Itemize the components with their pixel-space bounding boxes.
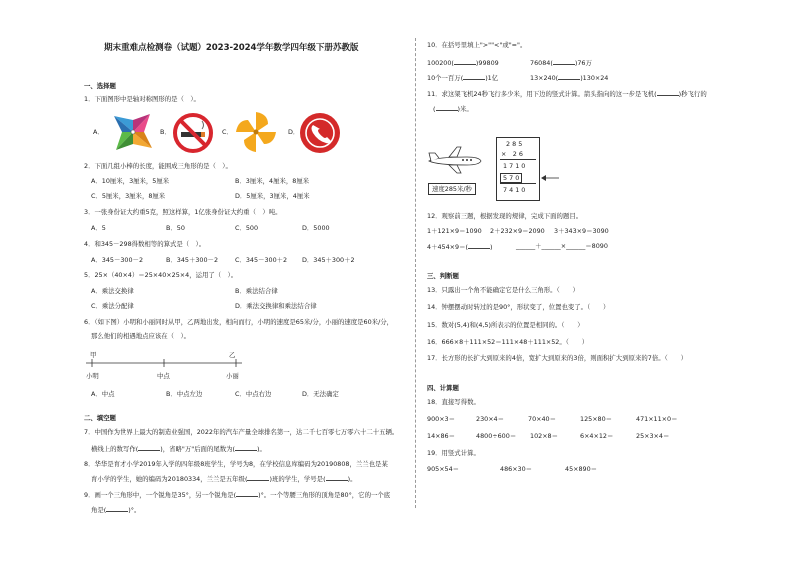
question-6-line1: 6．（如下图）小明和小丽同时从甲，乙两地出发，相向而行，小明的速度是65米/分，小丽的速度是60米/分， [84,318,394,326]
q4-option-a: A．345－300－2 [91,256,144,264]
line-label-jia: 甲 [90,351,97,359]
answer-blank[interactable] [247,474,269,481]
calc-row-5: 7 4 1 0 [503,186,526,194]
q5-option-c: C．乘法分配律 [91,302,134,310]
q19-2: 486×30＝ [500,465,533,473]
question-7-line2: 横线上的数写作( )，省略"万"后面的尾数为( )。 [91,445,266,453]
q1-option-a: A． [93,128,104,136]
answer-blank[interactable] [138,444,160,451]
answer-blank[interactable] [236,490,258,497]
question-10: 10．在括号里填上">""<"或"="。 [427,41,527,49]
q18-r1-2: 230×4＝ [476,415,505,423]
pinwheel-icon [110,110,156,154]
q4-option-b: B．345＋300－2 [166,256,219,264]
line-label-xiaoli: 小丽 [226,372,239,380]
line-label-xiaoming: 小明 [86,372,99,380]
answer-blank[interactable] [558,73,580,80]
question-9-line1: 9．画一个三角形中，一个锐角是35°，另一个锐角是( )°。一个等腰三角形的顶角是80°，它的一个底 [84,491,391,499]
question-8-line2: 育小学的学生，她的编码为20180334，兰兰是五年级( )班的学生，学号是( )。 [91,475,357,483]
q1-option-b: B． [160,128,171,136]
q3-option-a: A．5 [91,224,106,232]
phone-icon [299,112,341,154]
answer-blank[interactable] [553,58,575,65]
section-judge: 三、判断题 [427,272,459,280]
question-8-line1: 8．华华是育才小学2019年入学的四年级8班学生，学号为8，在学校信息库编码为20190808，兰兰也是某 [84,460,388,468]
question-17: 17．长方形的长扩大到原来的4倍，宽扩大到原来的3倍，则面积扩大到原来的7倍。（ ） [427,354,687,362]
question-18: 18．直接写得数。 [427,398,480,406]
q2-option-c: C．5厘米，3厘米，8厘米 [91,192,166,200]
section-calc: 四、计算题 [427,384,459,392]
line-label-midpoint: 中点 [157,372,170,380]
question-5: 5．25×（40×4）＝25×40×25×4，运用了（ ）。 [84,271,238,279]
distance-line [86,357,246,369]
q10-row1-a: 100200( )99809 [427,59,499,67]
column-divider [415,38,416,508]
calc-divider [500,159,536,160]
calc-row-3: 1 7 1 0 [503,162,526,170]
q10-row2-a: 10个一百万( )1亿 [427,74,499,82]
q18-r2-1: 14×86＝ [427,432,456,440]
question-9-line2: 角是( )°。 [91,506,141,514]
q12-row1-b: 2＋232×9＝2090 [490,227,545,235]
no-smoking-icon [172,112,214,154]
airplane-icon [427,145,483,175]
q18-r2-2: 4800÷600＝ [476,432,517,440]
q5-option-a: A．乘法交换律 [91,287,134,295]
q6-option-c: C．中点右边 [235,390,272,398]
question-6-line2: 那么他们的相遇地点应该在（ ）。 [91,332,191,340]
question-14: 14．钟摆摆动时转过的是90°，形状变了，位置也变了。（ ） [427,303,610,311]
question-16: 16．666×8＋111×52＝111×48＋111×52。（ ） [427,338,589,346]
answer-blank[interactable] [326,474,348,481]
q18-r1-1: 900×3＝ [427,415,456,423]
question-11-line1: 11．求这架飞机24秒飞行多少米，用下边的竖式计算。箭头指向的这一步是飞机( )秒飞行的 [427,90,707,98]
question-15: 15．数对(5,4)和(4,5)所表示的位置是相同的。（ ） [427,321,584,329]
q18-r2-3: 102×8＝ [530,432,559,440]
q18-r1-4: 125×80＝ [580,415,613,423]
q19-3: 45×890＝ [565,465,598,473]
q1-option-c: C． [222,128,233,136]
page-title: 期末重难点检测卷（试题）2023-2024学年数学四年级下册苏教版 [104,43,359,53]
question-1: 1．下面图形中是轴对称图形的是（ ）。 [84,95,200,103]
question-3: 3．一张身份证大约重5克，照这样算，1亿张身份证大约重（ ）吨。 [84,208,282,216]
answer-blank[interactable] [436,104,458,111]
q19-1: 905×54＝ [427,465,460,473]
answer-blank[interactable] [463,73,485,80]
q18-r1-3: 70×40＝ [528,415,557,423]
q12-row2-a: 4＋454×9＝( ) [427,243,493,251]
q6-option-d: D．无法确定 [302,390,339,398]
q10-row1-b: 76084( )76万 [530,59,592,67]
q2-option-b: B．3厘米，4厘米，8厘米 [235,177,310,185]
q4-option-c: C．345－300＋2 [235,256,288,264]
q3-option-c: C．500 [235,224,259,232]
q18-r2-5: 25×3×4＝ [636,432,670,440]
calc-divider [500,183,536,184]
section-fill: 二、填空题 [84,414,116,422]
q1-option-d: D． [288,128,300,136]
question-7-line1: 7．中国作为世界上最大的制造业强国，2022年的汽车产量全球排名第一，达二千七百零七万零六十二十五辆。 [84,428,399,436]
answer-blank[interactable] [468,242,490,249]
calc-row-1: 2 8 5 [506,140,523,148]
q3-option-d: D．5000 [302,224,330,232]
q6-option-a: A．中点 [91,390,115,398]
question-12: 12．观察前三题，根据发现的规律，完成下面的题目。 [427,212,583,220]
q18-r1-5: 471×11×0＝ [636,415,678,423]
calc-row-2: × 2 6 [501,150,523,158]
speed-label: 速度285米/秒 [428,183,476,195]
arrow-left-icon [540,173,560,183]
calc-row-4: 5 7 0 [500,173,522,183]
question-11-line2: ( )米。 [433,105,473,113]
q12-row2-b: ______＋______×______＝8090 [516,242,608,250]
q4-option-d: D．345＋300＋2 [302,256,355,264]
q6-option-b: B．中点左边 [166,390,203,398]
answer-blank[interactable] [235,444,257,451]
fan-blade-icon [234,110,278,154]
q12-row1-a: 1＋121×9＝1090 [427,227,482,235]
question-2: 2．下面几组小棒的长度，能围成三角形的是（ ）。 [84,162,232,170]
q2-option-d: D．5厘米，3厘米，4厘米 [235,192,310,200]
question-19: 19．用竖式计算。 [427,449,480,457]
q10-row2-b: 13×240( )130×24 [530,74,609,82]
vertical-calc-box [496,137,540,201]
q2-option-a: A．10厘米，3厘米，5厘米 [91,177,170,185]
q12-row1-c: 3＋343×9＝3090 [554,227,609,235]
section-choice: 一、选择题 [84,82,116,90]
question-13: 13．只露出一个角不能确定它是什么三角形。（ ） [427,286,579,294]
answer-blank[interactable] [657,89,679,96]
q3-option-b: B．50 [166,224,185,232]
question-4: 4．和345－298得数相等的算式是（ ）。 [84,240,206,248]
answer-blank[interactable] [106,505,128,512]
q18-r2-4: 6×4×12＝ [580,432,614,440]
answer-blank[interactable] [454,58,476,65]
q5-option-d: D．乘法交换律和乘法结合律 [235,302,317,310]
line-label-yi: 乙 [229,351,236,359]
q5-option-b: B．乘法结合律 [235,287,278,295]
